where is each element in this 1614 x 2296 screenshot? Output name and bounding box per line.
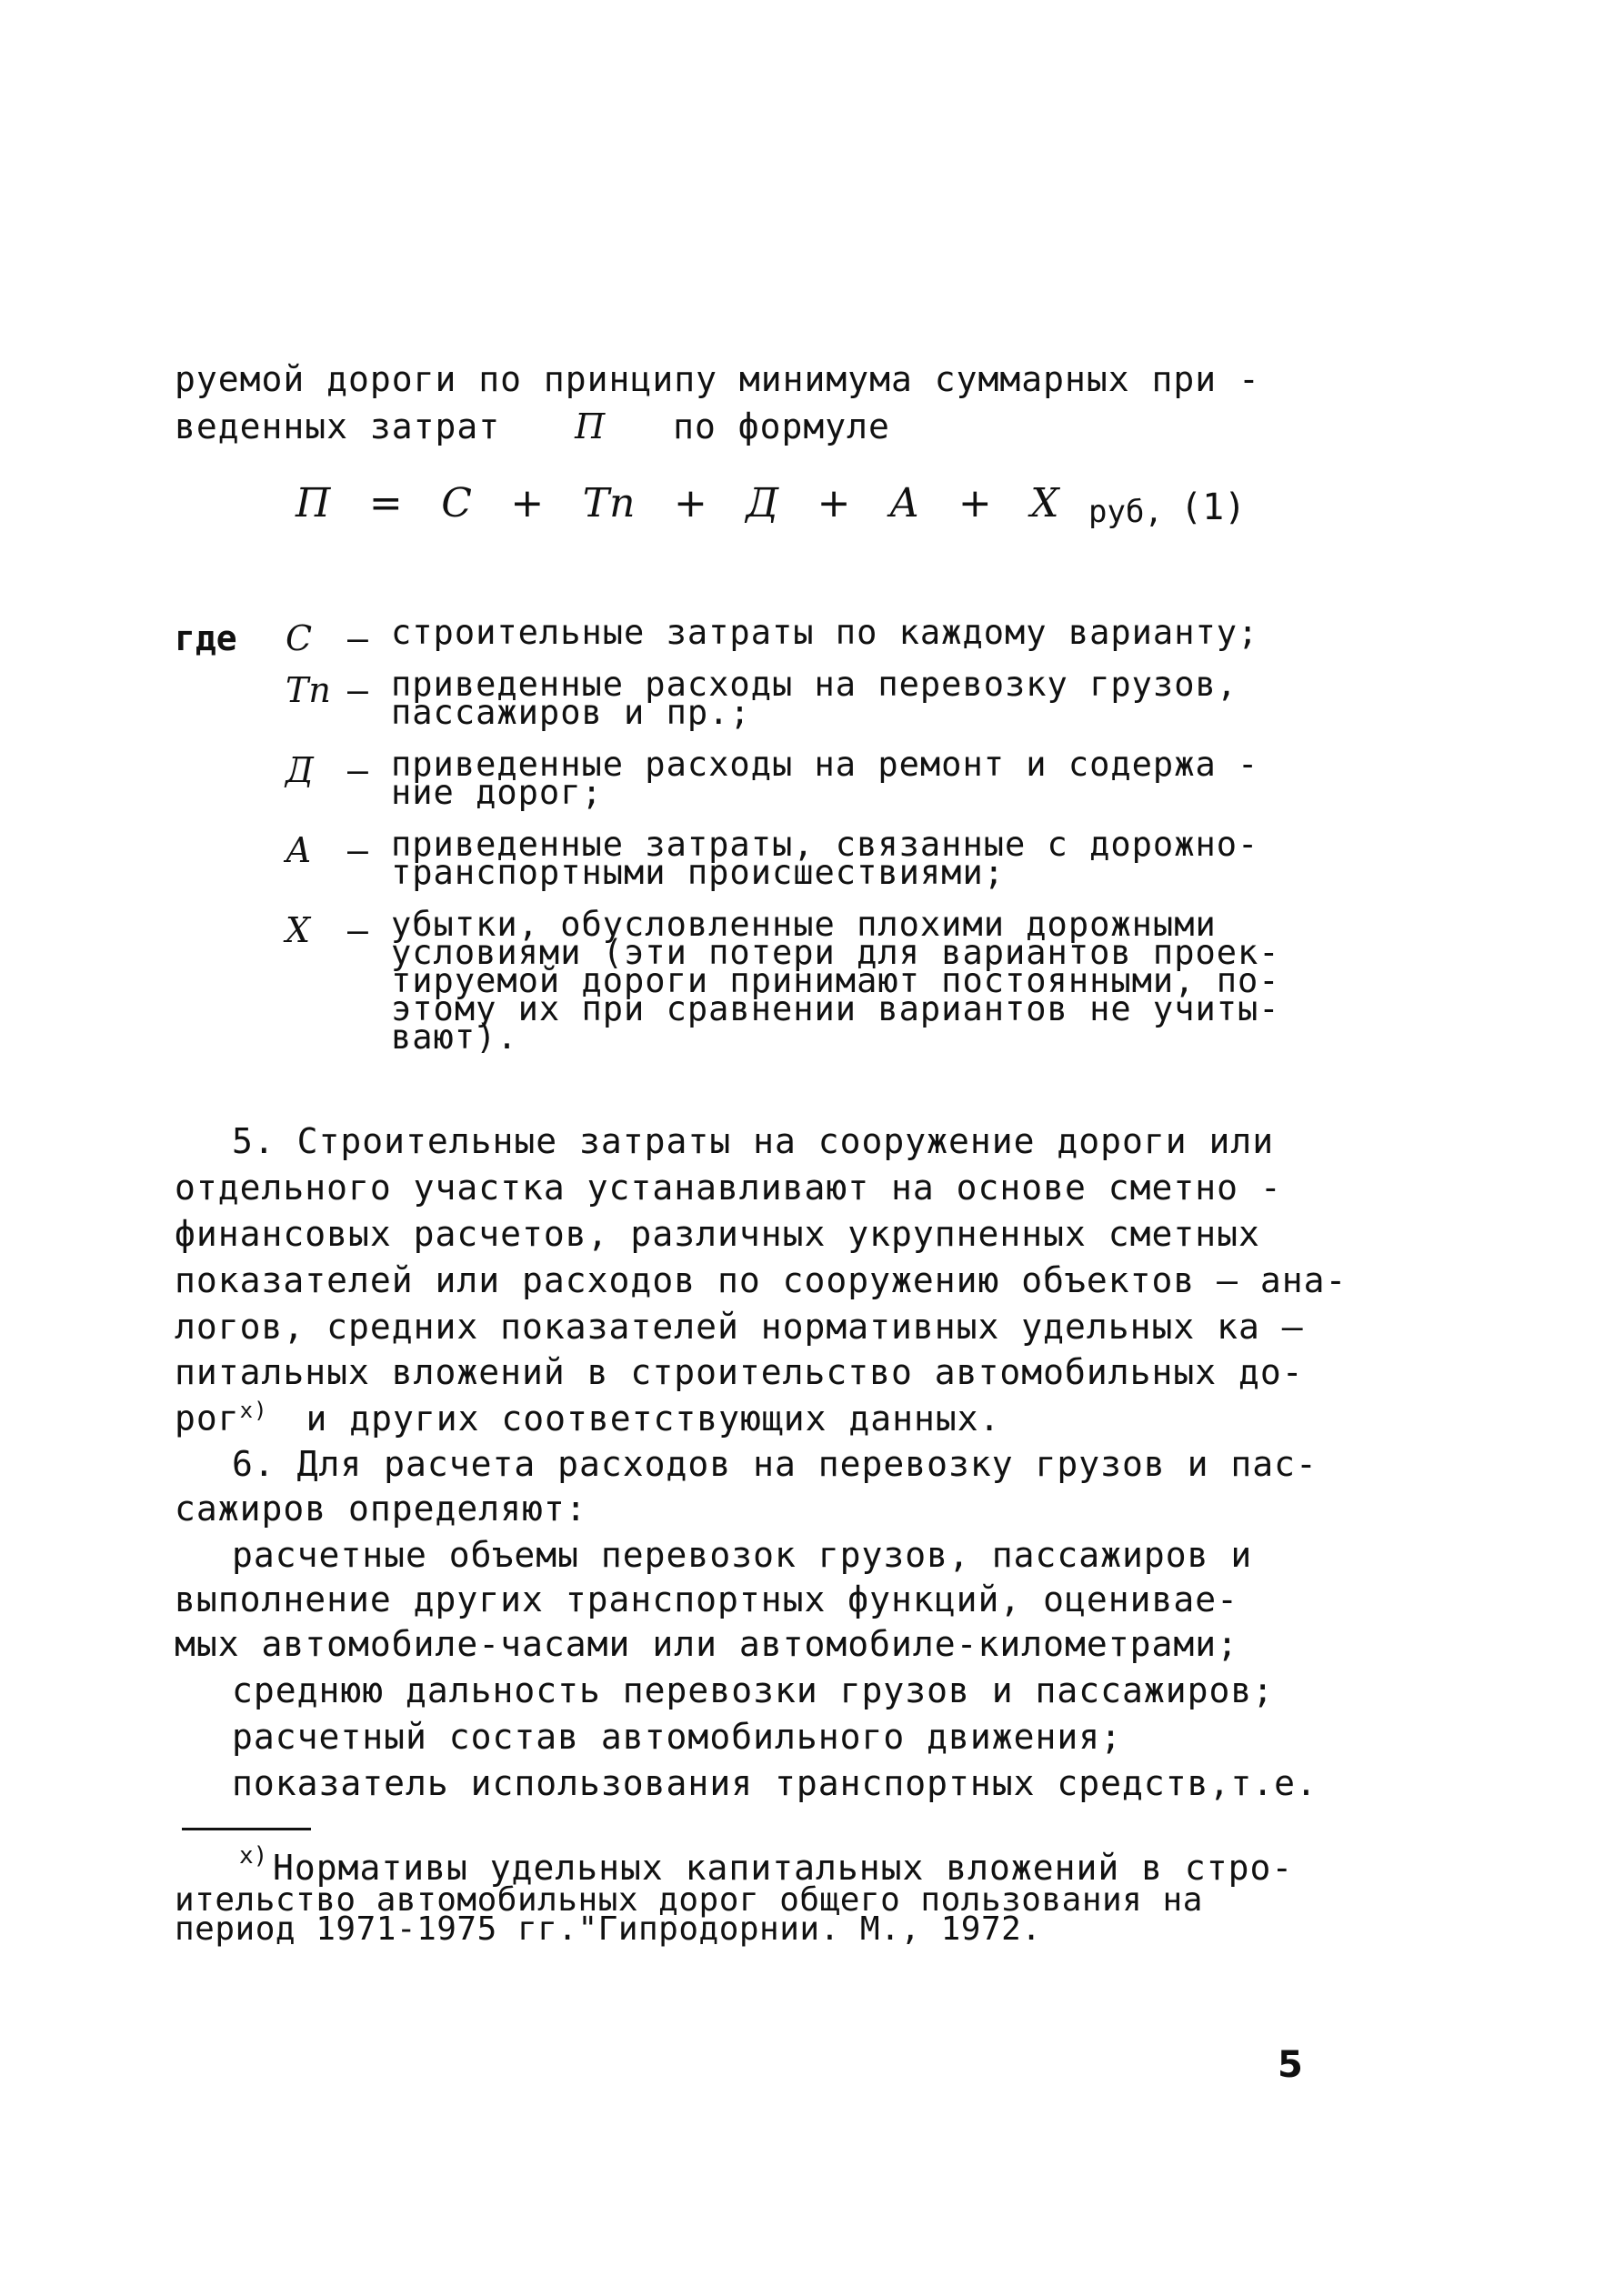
definition-dash: – (347, 618, 368, 658)
body-line: 6. Для расчета расходов на перевозку грузов и пас- (232, 1444, 1318, 1484)
body-line: показатель использования транспортных средств,т.е. (232, 1763, 1318, 1803)
body-line: выполнение других транспортных функций, оценивае- (175, 1579, 1239, 1619)
footnote-rule (182, 1828, 311, 1830)
equation-number: (1) (1180, 486, 1247, 528)
definition-text: приведенные расходы на ремонт и содержа - ние дорог; (391, 745, 1259, 812)
definition-symbol: Д (286, 750, 314, 790)
body-line: среднюю дальность перевозки грузов и пассажиров; (232, 1670, 1275, 1710)
definition-symbol: Тп (286, 670, 331, 710)
definition-text: строительные затраты по каждому варианту; (391, 613, 1259, 652)
definition-symbol: С (286, 618, 313, 658)
formula-term-c: С (441, 480, 472, 526)
definition-dash: – (347, 910, 368, 950)
where-label: где (175, 618, 237, 658)
formula-term-tp: Тп (582, 480, 636, 526)
definition-symbol: Х (286, 910, 311, 950)
formula-plus-3: + (817, 480, 851, 526)
formula-eq: = (368, 480, 403, 526)
definitions-list (175, 613, 1357, 1075)
body-line: расчетный состав автомобильного движения; (232, 1717, 1122, 1757)
body-line: финансовых расчетов, различных укрупненных сметных (175, 1214, 1260, 1254)
intro-line-2 (175, 406, 890, 446)
formula-plus-2: + (673, 480, 707, 526)
formula-term-a: А (889, 480, 920, 526)
body-line-rest: и других соответствующих данных. (306, 1398, 1001, 1439)
body-line (175, 1398, 1001, 1439)
footnote-ref: x) (239, 1398, 268, 1423)
page-number: 5 (1278, 2044, 1303, 2086)
definition-item (175, 905, 1357, 1057)
formula-term-d: Д (746, 480, 779, 526)
body-line: 5. Строительные затраты на сооружение дороги или (232, 1121, 1275, 1161)
definition-text: убытки, обусловленные плохими дорожными условиями (эти потери для вариантов проек- тируемой дороги принимают постоянными, по- этому их при сравнении вариантов не учиты- вают). (391, 905, 1280, 1057)
formula (296, 480, 1163, 530)
definition-dash: – (347, 830, 368, 870)
formula-plus-4: + (957, 480, 992, 526)
formula-term-x: Х (1030, 480, 1059, 526)
body-line: сажиров определяют: (175, 1489, 587, 1529)
definition-item (175, 665, 1357, 732)
body-line-start: рог (175, 1398, 240, 1439)
body-line: мых автомобиле-часами или автомобиле-километрами; (175, 1624, 1239, 1664)
definition-item (175, 745, 1357, 812)
definition-dash: – (347, 750, 368, 790)
formula-lhs: П (296, 480, 331, 526)
footnote-line: период 1971-1975 гг."Гипродорнии. М., 1972. (175, 1910, 1042, 1948)
formula-unit: руб, (1088, 494, 1163, 530)
body-line: расчетные объемы перевозок грузов, пассажиров и (232, 1535, 1253, 1575)
body-line: показателей или расходов по сооружению объектов – ана- (175, 1260, 1348, 1300)
formula-plus-1: + (510, 480, 545, 526)
intro-line-2-text: веденных затрат (175, 406, 501, 446)
definition-dash: – (347, 670, 368, 710)
body-line: питальных вложений в строительство автомобильных до- (175, 1352, 1304, 1392)
definition-text: приведенные расходы на перевозку грузов, пассажиров и пр.; (391, 665, 1238, 732)
body-line: отдельного участка устанавливают на основе сметно - (175, 1168, 1282, 1208)
footnote-line: ительство автомобильных дорог общего пользования на (175, 1881, 1203, 1919)
definition-item (175, 613, 1357, 658)
definition-symbol: А (286, 830, 312, 870)
intro-symbol-p: П (575, 406, 607, 446)
intro-line-1: руемой дороги по принципу минимума суммарных при - (175, 359, 1260, 399)
definition-item (175, 825, 1357, 892)
definition-text: приведенные затраты, связанные с дорожно- транспортными происшествиями; (391, 825, 1259, 892)
body-line: логов, средних показателей нормативных удельных ка – (175, 1307, 1304, 1347)
footnote-line: Нормативы удельных капитальных вложений в стро- (273, 1848, 1294, 1888)
intro-line-2-end: по формуле (673, 406, 890, 446)
footnote-marker: x) (239, 1842, 268, 1870)
